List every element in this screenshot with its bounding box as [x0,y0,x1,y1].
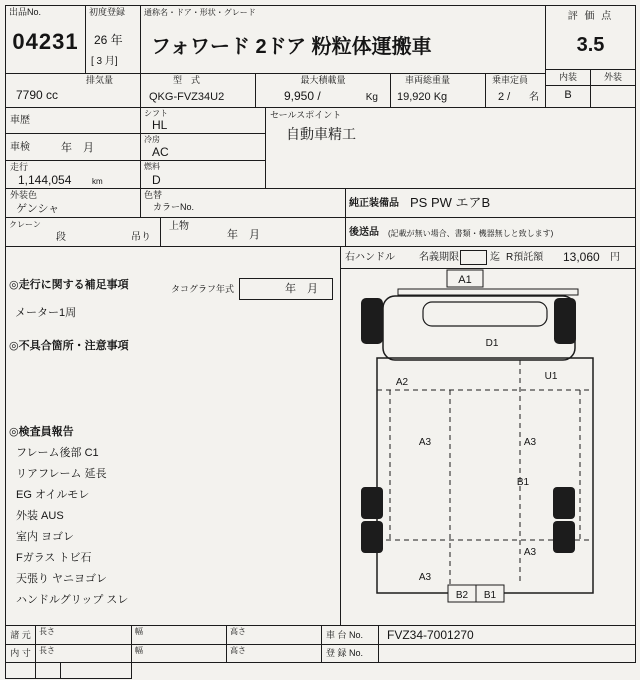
mileage-label: 走行 [10,162,29,172]
fuel-value: D [152,173,161,187]
inspector-report-item: フレーム後部 C1 [16,447,99,459]
vehicle-name: フォワード 2ドア 粉粒体運搬車 [151,36,432,58]
later-items-note: (記載が無い場合、書類・機器無しと致します) [388,229,554,238]
registration-no-value-cell [378,644,636,663]
vehicle-name-label: 通称名・ドア・形状・グレード [144,8,256,17]
crane-stage-label: 段 [56,232,66,243]
chassis-no-value: FVZ34-7001270 [387,628,474,642]
truck-cargo-outline [377,358,593,593]
truck-cab-outline [383,296,575,360]
zone-a3-front-right-label: A3 [523,437,537,448]
meter-note: メーター1周 [15,307,77,319]
inner-length-label: 長さ [39,646,55,655]
interior-label: 内装 [546,70,591,86]
displacement-value: 7790 cc [16,88,59,102]
displacement-cell [5,73,141,108]
first-registration-label: 初度登録 [89,7,126,17]
inner-length-cell [35,644,132,663]
zone-d1-label: D1 [485,338,499,349]
registration-no-label-cell [321,644,379,663]
displacement-label: 排気量 [86,75,114,85]
gross-weight-value: 19,920 Kg [397,91,448,103]
body-equipment-label: 上物 [169,221,189,232]
inner-width-label: 幅 [135,646,143,655]
vehicle-name-cell [140,5,546,74]
inspector-report-item: EG オイルモレ [16,489,90,501]
handle-deposit-strip [340,246,636,269]
chassis-no-value-cell [378,625,636,645]
shift-label: シフト [144,109,168,118]
name-limit-label: 名義期限 [419,252,459,263]
first-registration-year: 26 年 [94,33,123,47]
interior-grade: B [546,86,591,107]
ac-label: 冷房 [144,135,160,144]
inner-dimensions-row-label: 内 寸 [10,648,31,658]
name-limit-box [460,250,487,265]
exterior-label: 外装 [591,70,635,86]
inspector-report-item: ハンドルグリップ スレ [16,594,129,606]
width-label: 幅 [135,627,143,636]
inspector-report-title: ◎検査員報告 [9,426,74,438]
zone-a1-label: A1 [458,274,472,286]
inner-width-cell [131,644,227,663]
truck-windshield [423,302,547,326]
max-load-unit: Kg [365,92,378,103]
dimensions-row-label: 諸 元 [10,630,31,640]
rear-wheel-right-2 [553,521,575,553]
exterior-color-value: ゲンシャ [16,203,60,215]
tacho-label: タコグラフ年式 [171,284,235,294]
deposit-value: 13,060 [563,250,600,264]
mileage-value: 1,144,054 [18,173,72,187]
gross-weight-cell [390,73,486,108]
tacho-year-value: 年 月 [285,283,318,295]
history-label: 車歴 [10,115,30,126]
max-load-value: 9,950 / [284,89,321,103]
mileage-cell [5,160,141,189]
zone-u1-label: U1 [544,371,558,382]
zone-a3-rear-right-label: A3 [523,547,537,558]
exterior-color-label: 外装色 [10,190,38,200]
sales-point-label: セールスポイント [270,110,342,120]
inspector-report-item: 室内 ヨゴレ [16,531,75,543]
zone-b1-mid-label: B1 [516,477,530,488]
gross-weight-label: 車両総重量 [405,75,451,85]
exhibit-no-cell [5,5,86,74]
capacity-value: 2 / [498,91,511,103]
later-items-cell [345,217,636,247]
history-cell [5,107,141,134]
rear-wheel-right-1 [553,487,575,519]
color-no-label: カラーNo. [153,202,195,212]
zone-b1-rear-label: B1 [483,590,497,601]
score-label: 評 価 点 [567,11,614,22]
capacity-unit: 名 [529,92,539,103]
color-change-label: 色替 [144,190,163,200]
zone-b2-label: B2 [455,590,469,601]
zone-a3-rear-left-label: A3 [418,572,432,583]
zone-a2-label: A2 [395,377,409,388]
inner-height-cell [226,644,322,663]
genuine-equipment-cell [345,188,636,218]
color-change-cell [140,188,346,218]
ac-cell [140,133,266,161]
mileage-unit: km [92,177,103,186]
later-items-label: 後送品 [349,227,379,238]
dimensions-width-cell [131,625,227,645]
dimensions-row-label-cell [5,625,36,645]
shift-value: HL [152,118,168,132]
remarks-area [5,246,341,626]
score-cell [545,5,636,70]
interior-exterior-cell [545,69,636,108]
inner-height-label: 高さ [230,646,246,655]
chassis-no-label: 車 台 No. [326,630,364,640]
fuel-label: 燃料 [144,162,160,171]
front-wheel-left [361,298,383,344]
inner-dimensions-row-label-cell [5,644,36,663]
crane-hook-label: 吊り [131,232,151,243]
model-label: 型 式 [173,75,201,85]
model-cell [140,73,256,108]
capacity-label: 乗車定員 [492,75,529,85]
exterior-grade [591,86,635,107]
rear-wheel-left-1 [361,487,383,519]
truck-diagram [340,268,636,625]
crane-label: クレーン [9,220,41,229]
shift-cell [140,107,266,134]
genuine-equipment-value: PS PW エアB [410,195,491,210]
exterior-color-cell [5,188,141,218]
mileage-note-title: ◎走行に関する補足事項 [9,279,129,291]
handle-label: 右ハンドル [345,252,395,263]
inspection-cell [5,133,141,161]
inspector-report-item: 外装 AUS [16,510,64,522]
truck-front-bumper [398,289,578,295]
inspector-report-item: 天張り ヤニヨゴレ [16,573,108,585]
registration-no-label: 登 録 No. [326,648,364,658]
zone-a3-front-left-label: A3 [418,437,432,448]
inspector-report-list [16,443,128,611]
defect-title: ◎不具合箇所・注意事項 [9,340,129,352]
body-equipment-cell [160,217,346,247]
tacho-year-box [239,278,333,300]
max-load-cell [255,73,391,108]
max-load-label: 最大積載量 [300,75,346,85]
inspection-value: 年 月 [61,142,94,154]
genuine-equipment-label: 純正装備品 [349,198,399,209]
bottom-spare-cell-3 [60,662,132,679]
sales-point-value: 自動車精工 [286,126,356,142]
bottom-spare-cell-2 [35,662,61,679]
first-registration-cell [85,5,141,74]
exhibit-no-label: 出品No. [9,7,42,17]
chassis-no-label-cell [321,625,379,645]
dimensions-length-cell [35,625,132,645]
inspector-report-item: リアフレーム 延長 [16,468,107,480]
inspector-report-item: Fガラス トビ石 [16,552,92,564]
name-limit-suffix: 迄 [490,252,500,263]
fuel-cell [140,160,266,189]
deposit-label: R預託額 [506,252,544,263]
dimensions-height-cell [226,625,322,645]
inspection-label: 車検 [10,142,30,153]
front-wheel-right [554,298,576,344]
rear-wheel-left-2 [361,521,383,553]
first-registration-month: [ 3 月] [91,56,118,67]
height-label: 高さ [230,627,246,636]
body-equipment-date: 年 月 [227,229,260,241]
ac-value: AC [152,145,169,159]
crane-cell [5,217,161,247]
score-value: 3.5 [576,34,605,56]
bottom-spare-cell-1 [5,662,36,679]
capacity-cell [485,73,546,108]
exhibit-no-value: 04231 [12,29,79,54]
model-value: QKG-FVZ34U2 [149,91,225,103]
deposit-unit: 円 [610,252,620,263]
length-label: 長さ [39,627,55,636]
sales-point-cell [265,107,636,189]
